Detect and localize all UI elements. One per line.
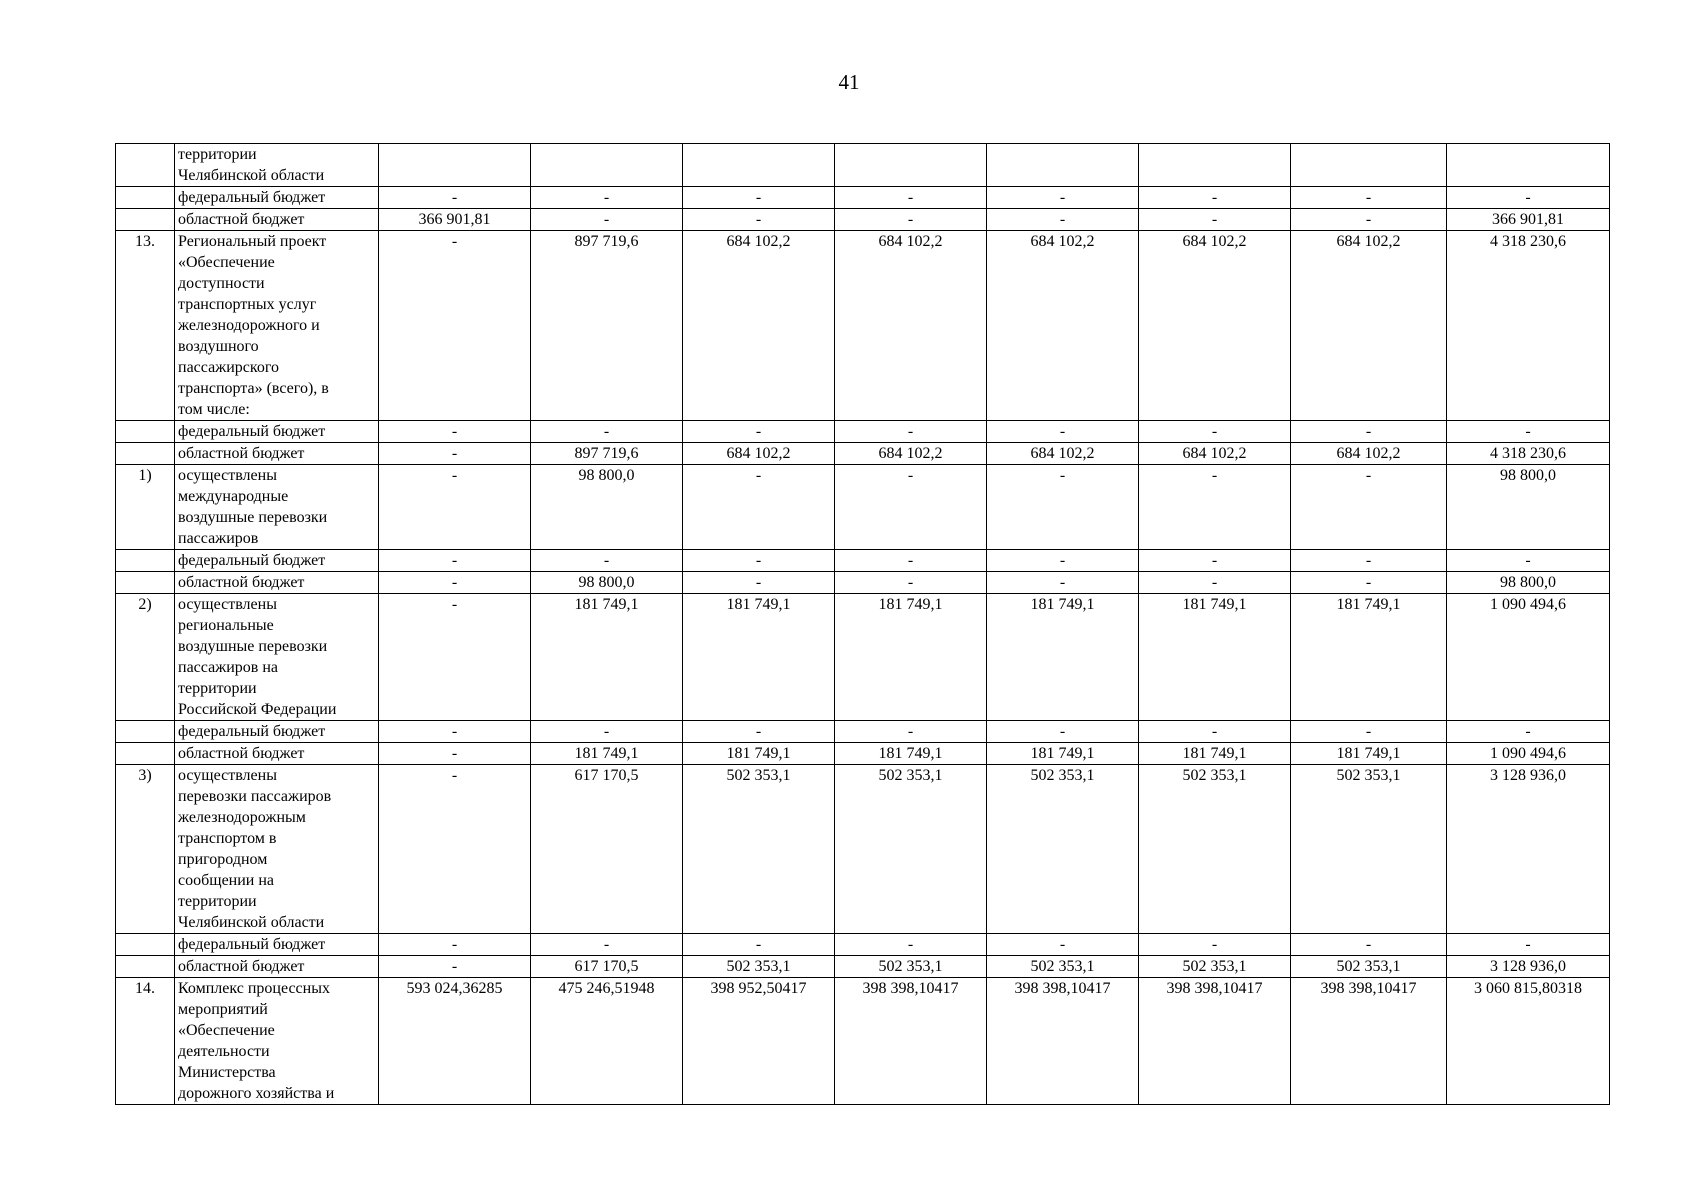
- value-cell: -: [835, 934, 987, 956]
- row-number-cell: [116, 550, 175, 572]
- value-cell: 98 800,0: [531, 465, 683, 550]
- value-cell: 181 749,1: [531, 594, 683, 721]
- table-row: [116, 209, 1610, 231]
- value-cell: 181 749,1: [987, 594, 1139, 721]
- value-cell: -: [531, 421, 683, 443]
- value-cell: 98 800,0: [1447, 465, 1610, 550]
- value-cell: [987, 144, 1139, 187]
- value-cell: 684 102,2: [1139, 443, 1291, 465]
- budget-table: [115, 143, 1610, 1105]
- row-name-cell: федеральный бюджет: [175, 421, 379, 443]
- value-cell: 366 901,81: [1447, 209, 1610, 231]
- value-cell: 98 800,0: [1447, 572, 1610, 594]
- table-row: [116, 231, 1610, 421]
- value-cell: 684 102,2: [1139, 231, 1291, 421]
- table-row: [116, 572, 1610, 594]
- value-cell: 684 102,2: [987, 443, 1139, 465]
- table-row: [116, 978, 1610, 1105]
- value-cell: 3 128 936,0: [1447, 956, 1610, 978]
- value-cell: 181 749,1: [683, 743, 835, 765]
- row-number-cell: 3): [116, 765, 175, 934]
- value-cell: -: [835, 421, 987, 443]
- value-cell: 3 128 936,0: [1447, 765, 1610, 934]
- value-cell: 684 102,2: [1291, 231, 1447, 421]
- table-row: [116, 765, 1610, 934]
- value-cell: -: [987, 934, 1139, 956]
- value-cell: 181 749,1: [531, 743, 683, 765]
- value-cell: -: [1291, 572, 1447, 594]
- value-cell: -: [1139, 187, 1291, 209]
- value-cell: 617 170,5: [531, 765, 683, 934]
- value-cell: [683, 144, 835, 187]
- value-cell: -: [379, 765, 531, 934]
- row-name-cell: федеральный бюджет: [175, 721, 379, 743]
- value-cell: -: [683, 572, 835, 594]
- row-number-cell: [116, 956, 175, 978]
- table-row: [116, 465, 1610, 550]
- value-cell: [835, 144, 987, 187]
- value-cell: -: [531, 209, 683, 231]
- value-cell: [1139, 144, 1291, 187]
- value-cell: -: [1447, 721, 1610, 743]
- value-cell: -: [379, 743, 531, 765]
- page-number: 41: [838, 70, 860, 94]
- value-cell: -: [379, 572, 531, 594]
- value-cell: -: [1139, 572, 1291, 594]
- value-cell: 1 090 494,6: [1447, 743, 1610, 765]
- value-cell: 684 102,2: [1291, 443, 1447, 465]
- value-cell: -: [531, 934, 683, 956]
- value-cell: 684 102,2: [683, 443, 835, 465]
- value-cell: 684 102,2: [683, 231, 835, 421]
- value-cell: -: [1291, 187, 1447, 209]
- row-name-cell: областной бюджет: [175, 572, 379, 594]
- value-cell: -: [379, 443, 531, 465]
- value-cell: 502 353,1: [1139, 956, 1291, 978]
- value-cell: -: [683, 550, 835, 572]
- row-name-cell: областной бюджет: [175, 209, 379, 231]
- value-cell: [1447, 144, 1610, 187]
- row-number-cell: [116, 934, 175, 956]
- value-cell: -: [1291, 550, 1447, 572]
- row-number-cell: [116, 443, 175, 465]
- value-cell: 684 102,2: [835, 231, 987, 421]
- value-cell: 398 398,10417: [1139, 978, 1291, 1105]
- value-cell: 366 901,81: [379, 209, 531, 231]
- value-cell: -: [531, 550, 683, 572]
- value-cell: -: [1447, 187, 1610, 209]
- value-cell: 181 749,1: [1291, 743, 1447, 765]
- value-cell: 1 090 494,6: [1447, 594, 1610, 721]
- value-cell: 502 353,1: [987, 956, 1139, 978]
- value-cell: 502 353,1: [1291, 956, 1447, 978]
- row-number-cell: [116, 209, 175, 231]
- value-cell: 502 353,1: [683, 765, 835, 934]
- value-cell: 3 060 815,80318: [1447, 978, 1610, 1105]
- value-cell: -: [987, 465, 1139, 550]
- value-cell: -: [835, 209, 987, 231]
- row-number-cell: [116, 421, 175, 443]
- row-name-cell: областной бюджет: [175, 443, 379, 465]
- row-number-cell: 2): [116, 594, 175, 721]
- value-cell: 181 749,1: [1139, 594, 1291, 721]
- value-cell: -: [835, 721, 987, 743]
- value-cell: -: [531, 721, 683, 743]
- value-cell: 684 102,2: [987, 231, 1139, 421]
- value-cell: -: [1447, 421, 1610, 443]
- table-row: [116, 550, 1610, 572]
- row-name-cell: осуществлены международные воздушные перевозки пассажиров: [175, 465, 379, 550]
- table-row: [116, 594, 1610, 721]
- row-name-cell: федеральный бюджет: [175, 934, 379, 956]
- table-row: [116, 934, 1610, 956]
- value-cell: -: [683, 421, 835, 443]
- row-number-cell: [116, 187, 175, 209]
- value-cell: -: [987, 550, 1139, 572]
- value-cell: -: [379, 421, 531, 443]
- row-number-cell: [116, 572, 175, 594]
- value-cell: 502 353,1: [835, 956, 987, 978]
- row-name-cell: федеральный бюджет: [175, 187, 379, 209]
- row-number-cell: 1): [116, 465, 175, 550]
- table-row: [116, 721, 1610, 743]
- value-cell: [379, 144, 531, 187]
- value-cell: 475 246,51948: [531, 978, 683, 1105]
- value-cell: 398 398,10417: [1291, 978, 1447, 1105]
- value-cell: -: [379, 934, 531, 956]
- value-cell: -: [987, 721, 1139, 743]
- table-row: [116, 443, 1610, 465]
- value-cell: -: [379, 721, 531, 743]
- table-row: [116, 421, 1610, 443]
- row-number-cell: [116, 144, 175, 187]
- value-cell: -: [379, 465, 531, 550]
- value-cell: -: [1139, 934, 1291, 956]
- value-cell: -: [379, 231, 531, 421]
- value-cell: -: [987, 209, 1139, 231]
- table-row: [116, 187, 1610, 209]
- value-cell: 593 024,36285: [379, 978, 531, 1105]
- value-cell: 4 318 230,6: [1447, 231, 1610, 421]
- value-cell: -: [531, 187, 683, 209]
- value-cell: 181 749,1: [835, 743, 987, 765]
- value-cell: 181 749,1: [987, 743, 1139, 765]
- value-cell: [1291, 144, 1447, 187]
- value-cell: 684 102,2: [835, 443, 987, 465]
- value-cell: 502 353,1: [1291, 765, 1447, 934]
- value-cell: -: [1447, 934, 1610, 956]
- value-cell: [531, 144, 683, 187]
- value-cell: 181 749,1: [835, 594, 987, 721]
- value-cell: -: [1139, 465, 1291, 550]
- value-cell: 398 952,50417: [683, 978, 835, 1105]
- value-cell: -: [1291, 209, 1447, 231]
- value-cell: 181 749,1: [1291, 594, 1447, 721]
- value-cell: -: [379, 550, 531, 572]
- value-cell: -: [379, 956, 531, 978]
- value-cell: 897 719,6: [531, 231, 683, 421]
- row-name-cell: областной бюджет: [175, 956, 379, 978]
- value-cell: -: [379, 187, 531, 209]
- value-cell: 181 749,1: [1139, 743, 1291, 765]
- row-name-cell: осуществлены региональные воздушные перевозки пассажиров на территории Российской Федерации: [175, 594, 379, 721]
- value-cell: -: [1291, 721, 1447, 743]
- value-cell: 897 719,6: [531, 443, 683, 465]
- value-cell: -: [1139, 550, 1291, 572]
- value-cell: -: [835, 187, 987, 209]
- value-cell: -: [683, 209, 835, 231]
- value-cell: 98 800,0: [531, 572, 683, 594]
- table-row: [116, 956, 1610, 978]
- value-cell: -: [683, 187, 835, 209]
- row-name-cell: областной бюджет: [175, 743, 379, 765]
- row-number-cell: [116, 721, 175, 743]
- value-cell: -: [1139, 721, 1291, 743]
- value-cell: 502 353,1: [683, 956, 835, 978]
- value-cell: -: [835, 572, 987, 594]
- value-cell: 181 749,1: [683, 594, 835, 721]
- value-cell: -: [1291, 934, 1447, 956]
- row-name-cell: Региональный проект «Обеспечение доступности транспортных услуг железнодорожного и воздушного пассажирского транспорта» (всего), в том числе:: [175, 231, 379, 421]
- value-cell: -: [683, 721, 835, 743]
- value-cell: -: [1139, 209, 1291, 231]
- value-cell: -: [1139, 421, 1291, 443]
- value-cell: -: [1291, 421, 1447, 443]
- value-cell: -: [987, 572, 1139, 594]
- value-cell: -: [1447, 550, 1610, 572]
- row-name-cell: территории Челябинской области: [175, 144, 379, 187]
- value-cell: -: [835, 465, 987, 550]
- value-cell: 398 398,10417: [987, 978, 1139, 1105]
- value-cell: 502 353,1: [987, 765, 1139, 934]
- row-number-cell: 14.: [116, 978, 175, 1105]
- row-name-cell: федеральный бюджет: [175, 550, 379, 572]
- value-cell: -: [1291, 465, 1447, 550]
- value-cell: 4 318 230,6: [1447, 443, 1610, 465]
- table-row: [116, 743, 1610, 765]
- row-number-cell: 13.: [116, 231, 175, 421]
- value-cell: 617 170,5: [531, 956, 683, 978]
- row-name-cell: Комплекс процессных мероприятий «Обеспечение деятельности Министерства дорожного хозяйства и: [175, 978, 379, 1105]
- table-row: [116, 144, 1610, 187]
- value-cell: 398 398,10417: [835, 978, 987, 1105]
- value-cell: -: [987, 421, 1139, 443]
- row-number-cell: [116, 743, 175, 765]
- value-cell: -: [835, 550, 987, 572]
- value-cell: 502 353,1: [835, 765, 987, 934]
- row-name-cell: осуществлены перевозки пассажиров железнодорожным транспортом в пригородном сообщении на территории Челябинской области: [175, 765, 379, 934]
- value-cell: -: [379, 594, 531, 721]
- value-cell: 502 353,1: [1139, 765, 1291, 934]
- value-cell: -: [987, 187, 1139, 209]
- value-cell: -: [683, 934, 835, 956]
- value-cell: -: [683, 465, 835, 550]
